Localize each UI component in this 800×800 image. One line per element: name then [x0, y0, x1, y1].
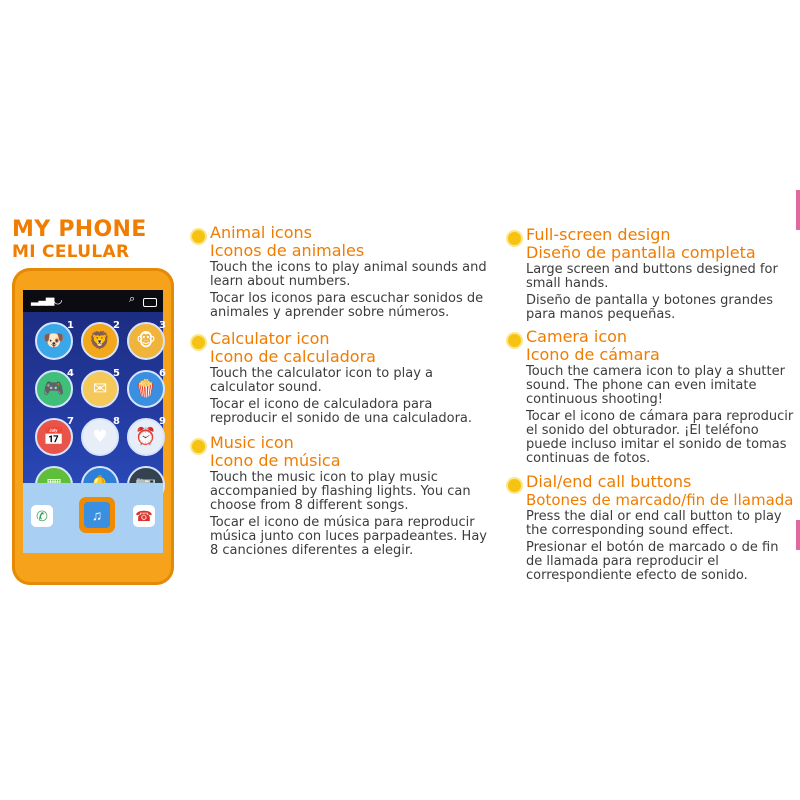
feature-body-es: Tocar el icono de cámara para reproducir el sonido del obturador. ¡El teléfono puede incluso imitar el sonido de tomas continuas de fotos. — [526, 409, 794, 466]
feature-heading-en: Dial/end call buttons — [526, 472, 692, 491]
toy-phone-illustration — [12, 268, 174, 585]
app-number: 4 — [67, 368, 74, 379]
bullet-icon — [508, 334, 521, 347]
search-icon: ⌕ — [129, 293, 136, 305]
lion-icon: 🦁 — [89, 331, 111, 351]
bullet-icon — [508, 479, 521, 492]
app-icon-heart[interactable] — [81, 418, 119, 456]
feature-body-en: Touch the icons to play animal sounds and learn about numbers. — [210, 260, 487, 289]
edge-decoration — [796, 190, 800, 230]
feature-heading-en: Camera icon — [526, 327, 628, 346]
mail-icon: ✉ — [92, 379, 108, 399]
gamepad-icon: 🎮 — [43, 379, 65, 399]
app-icon-lion[interactable] — [81, 322, 119, 360]
edge-decoration — [796, 520, 800, 550]
monkey-icon: 🐵 — [136, 331, 156, 351]
end-call-icon: ☎ — [135, 507, 153, 524]
feature-camera-icon — [508, 328, 798, 466]
phone-dock — [23, 483, 163, 553]
feature-body-es: Diseño de pantalla y botones grandes para manos pequeñas. — [526, 293, 773, 322]
feature-heading-en: Full-screen design — [526, 225, 671, 244]
feature-animal-icons — [192, 224, 492, 320]
dog-icon: 🐶 — [43, 331, 65, 351]
feature-body-en: Press the dial or end call button to play the corresponding sound effect. — [526, 509, 782, 538]
feature-heading-es: Diseño de pantalla completa — [526, 243, 756, 262]
phone-screen — [23, 290, 166, 553]
feature-heading-es: Botones de marcado/fin de llamada — [526, 491, 794, 509]
bullet-icon — [192, 440, 205, 453]
app-number: 2 — [113, 320, 120, 331]
title-spanish: MI CELULAR — [12, 242, 130, 262]
battery-icon — [143, 298, 157, 307]
wifi-icon: ◡ — [53, 294, 63, 306]
feature-body-es: Tocar los iconos para escuchar sonidos de animales y aprender sobre números. — [210, 291, 484, 320]
heart-icon: ♥ — [92, 427, 108, 447]
bullet-icon — [192, 230, 205, 243]
feature-heading-en: Animal icons — [210, 223, 312, 242]
app-icon-clock[interactable] — [127, 418, 165, 456]
app-icon-calendar[interactable] — [35, 418, 73, 456]
app-number: 3 — [159, 320, 166, 331]
feature-body-es: Tocar el icono de música para reproducir música junto con luces parpadeantes. Hay 8 canciones diferentes a elegir. — [210, 515, 487, 558]
app-icon-gamepad[interactable] — [35, 370, 73, 408]
app-grid — [35, 320, 166, 504]
app-number: 6 — [159, 368, 166, 379]
feature-calculator-icon — [192, 330, 492, 426]
feature-heading-es: Icono de música — [210, 451, 341, 470]
popcorn-icon: 🍿 — [135, 379, 157, 399]
app-icon-monkey[interactable] — [127, 322, 165, 360]
end-call-button[interactable] — [133, 505, 155, 527]
feature-body-es: Presionar el botón de marcado o de fin de llamada para reproducir el correspondiente efecto de sonido. — [526, 540, 779, 583]
feature-heading-es: Iconos de animales — [210, 241, 365, 260]
feature-body-en: Large screen and buttons designed for small hands. — [526, 262, 778, 291]
dial-button[interactable] — [31, 505, 53, 527]
app-number: 1 — [67, 320, 74, 331]
clock-icon: ⏰ — [135, 427, 157, 447]
status-bar — [23, 290, 163, 312]
title-english: MY PHONE — [12, 217, 147, 242]
calendar-icon: 📅 — [43, 427, 65, 447]
app-number: 9 — [159, 416, 166, 427]
feature-heading-en: Music icon — [210, 433, 294, 452]
bullet-icon — [508, 232, 521, 245]
feature-body-en: Touch the camera icon to play a shutter sound. The phone can even imitate continuous shooting! — [526, 364, 785, 407]
music-icon: ♫ — [91, 507, 103, 523]
signal-icon: ▂▃▅ — [31, 294, 54, 306]
feature-heading-es: Icono de calculadora — [210, 347, 376, 366]
music-button[interactable] — [79, 497, 115, 533]
app-icon-mail[interactable] — [81, 370, 119, 408]
feature-full-screen-design — [508, 226, 798, 322]
product-title — [12, 218, 147, 264]
feature-dial-end-call — [508, 473, 798, 583]
feature-body-es: Tocar el icono de calculadora para reproducir el sonido de una calculadora. — [210, 397, 473, 426]
app-icon-popcorn[interactable] — [127, 370, 165, 408]
feature-body-en: Touch the calculator icon to play a calculator sound. — [210, 366, 434, 395]
dial-icon: ✆ — [36, 507, 48, 524]
feature-body-en: Touch the music icon to play music accompanied by flashing lights. You can choose from 8 different songs. — [210, 470, 471, 513]
feature-heading-es: Icono de cámara — [526, 345, 660, 364]
bullet-icon — [192, 336, 205, 349]
app-number: 5 — [113, 368, 120, 379]
feature-music-icon — [192, 434, 492, 558]
feature-heading-en: Calculator icon — [210, 329, 330, 348]
app-number: 7 — [67, 416, 74, 427]
app-icon-dog[interactable] — [35, 322, 73, 360]
app-number: 8 — [113, 416, 120, 427]
